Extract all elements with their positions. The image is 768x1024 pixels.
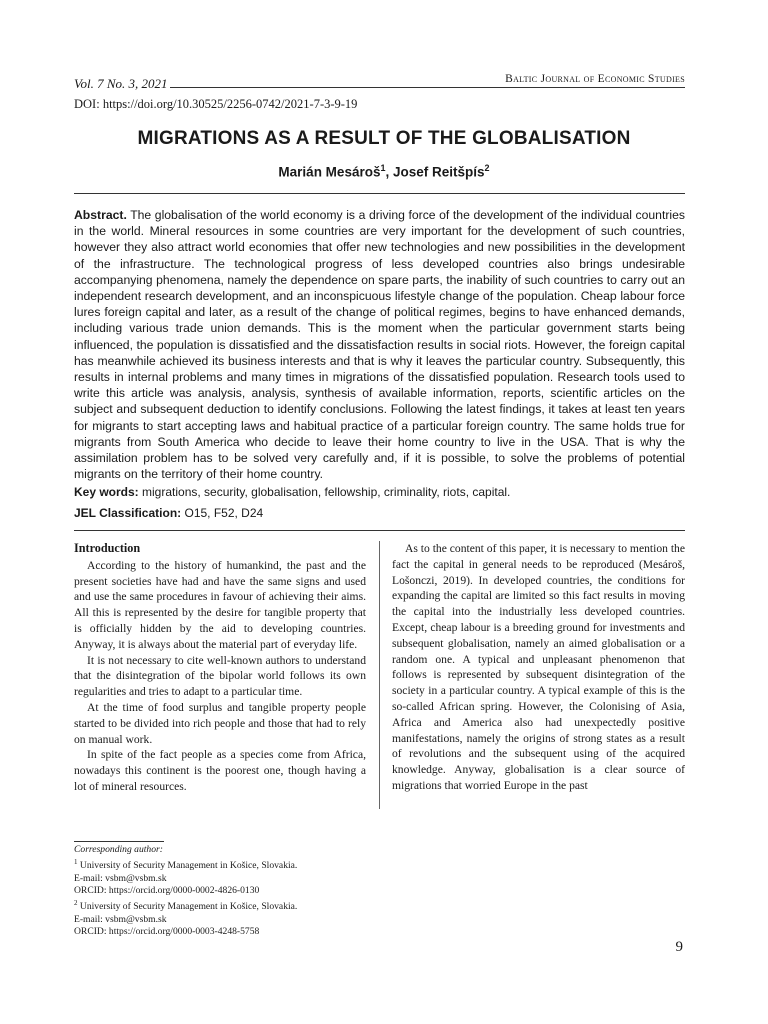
abstract-label: Abstract.	[74, 208, 127, 222]
corresponding-author-label: Corresponding author:	[74, 844, 163, 855]
keywords-text: migrations, security, globalisation, fellowship, criminality, riots, capital.	[138, 485, 511, 499]
footnote-email-2[interactable]: E-mail: vsbm@vsbm.sk	[74, 913, 167, 925]
footnote-mark: 2	[74, 899, 78, 908]
keywords	[74, 485, 685, 499]
keywords-label: Key words:	[74, 485, 139, 499]
author-list	[0, 163, 768, 180]
author-name: Josef Reitšpís	[393, 164, 485, 180]
body-column-right	[392, 541, 685, 794]
footnote-mark: 1	[74, 858, 78, 867]
footnote-orcid-1[interactable]: ORCID: https://orcid.org/0000-0002-4826-0130	[74, 885, 260, 897]
footnotes	[74, 844, 474, 938]
journal-name: Baltic Journal of Economic Studies	[505, 73, 685, 85]
jel-classification	[74, 506, 685, 520]
column-divider	[379, 541, 380, 809]
footnote-email-1[interactable]: E-mail: vsbm@vsbm.sk	[74, 872, 167, 884]
jel-label: JEL Classification:	[74, 506, 182, 520]
body-paragraph: It is not necessary to cite well-known authors to understand that the disintegration of the bipolar world follows its own regularities and tries to adapt to a particular time.	[74, 653, 366, 699]
author-affiliation-mark: 1	[380, 163, 386, 173]
page-number: 9	[675, 939, 683, 955]
footnote-affiliation-1	[74, 856, 474, 872]
running-header	[74, 70, 685, 114]
abstract-top-rule	[74, 193, 685, 194]
footnote-affiliation-2	[74, 897, 474, 913]
footnote-orcid-2[interactable]: ORCID: https://orcid.org/0000-0003-4248-5758	[74, 926, 260, 938]
body-paragraph: In spite of the fact people as a species come from Africa, nowadays this continent is the poorest one, though having a lot of mineral resources.	[74, 748, 366, 793]
footnote-rule	[74, 841, 164, 842]
author-name: Marián Mesároš	[278, 164, 381, 180]
header-rule	[170, 87, 685, 88]
author-affiliation-mark: 2	[484, 163, 490, 173]
affiliation-text: University of Security Management in Košice, Slovakia.	[77, 901, 298, 913]
section-heading-introduction: Introduction	[74, 541, 141, 555]
author-separator: ,	[385, 164, 393, 180]
abstract-text: The globalisation of the world economy is a driving force of the development of the individual countries in the world. Mineral resources in some countries are very important for the development of such countries, however they also attract world economies that offer new technologies and new possibilities in the development of the infrastructure. The technological progress of less developed countries also brings undesirable accompanying phenomena, namely the dependence on spare parts, the inability of such countries to carry out an independent research development, and an inconspicuous lifestyle change of the population. Cheap labour force lures foreign capital and later, as a result of the change of political regimes, begins to have enhanced demands, including various trade union demands. This is the moment when the particular government starts being influenced, the population is dissatisfied and the dissatisfaction results in social riots. However, the foreign capital has meanwhile achieved its business interests and that is why it leaves the particular country. Subsequently, this results in internal problems and many times in migrations of the dissatisfied population. Research tools used to write this article was analysis, analysis, synthesis of available information, reports, scientific articles on the subject and subsequent deduction to identify conclusions. Following the latest findings, it takes at least ten years for migrants to start accepting laws and habitual practice of a particular foreign country. The same holds true for migrants from South America who decide to leave their home country to live in the USA. That is why the assimilation problem has to be solved very carefully and, if it is possible, to solve the problems of potential migrants on the territory of their home country.	[74, 208, 685, 482]
paper-title: MIGRATIONS AS A RESULT OF THE GLOBALISATION	[137, 128, 631, 149]
body-paragraph: According to the history of humankind, the past and the present societies have had and have the same signs and used and use the same procedures in favour of achieving their aims. All this is represented by the desire for tangible property that is officially hidden by the aid to developing countries. Anyway, it is always about the material part of everyday life.	[74, 558, 366, 651]
volume-info: Vol. 7 No. 3, 2021	[74, 76, 168, 91]
abstract	[74, 207, 685, 482]
doi-link[interactable]: DOI: https://doi.org/10.30525/2256-0742/2021-7-3-9-19	[74, 97, 358, 111]
body-paragraph: As to the content of this paper, it is necessary to mention the fact the capital in general needs to be reproduced (Mesároš, Lošonczi, 2019). In developed countries, the conditions for expanding the capital are limited so this fact results in moving the capital into the industrially less developed countries. Except, cheap labour is a breeding ground for investments and subsequent globalisation, namely an aimed globalisation or a random one. A typical and unpleasant phenomenon that follows is represented by subsequent disintegration of the society in a particular country. A typical example of this is the so-called African spring. However, the Colonising of Asia, Africa and America also had unexpectedly positive manifestations, namely the origins of strong states as a result of revolutions and the subsequent using of the acquired knowledge. Anyway, globalisation is a clear source of migrations that worried Europe in the past	[392, 542, 685, 792]
body-paragraph: At the time of food surplus and tangible property people started to be divided into rich people and those that had to rely on manual work.	[74, 700, 366, 746]
body-column-left	[74, 541, 366, 795]
abstract-bottom-rule	[74, 530, 685, 531]
jel-text: O15, F52, D24	[181, 506, 264, 520]
affiliation-text: University of Security Management in Košice, Slovakia.	[77, 860, 298, 872]
